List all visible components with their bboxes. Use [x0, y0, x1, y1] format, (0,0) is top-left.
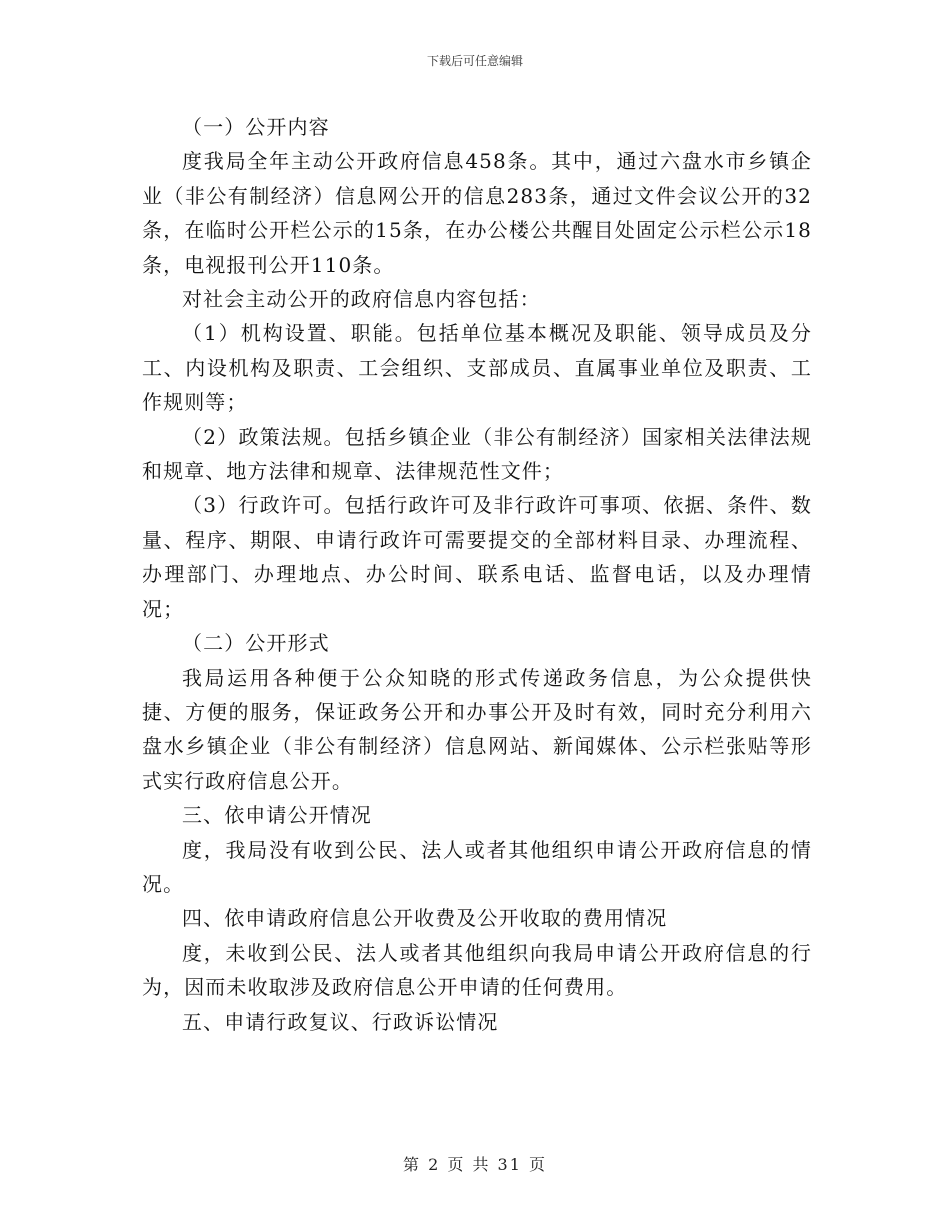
list-item-organization: （1）机构设置、职能。包括单位基本概况及职能、领导成员及分工、内设机构及职责、工会组织、支部成员、直属事业单位及职责、工作规则等； — [142, 321, 812, 415]
section-heading-fees: 四、依申请政府信息公开收费及公开收取的费用情况 — [182, 906, 668, 931]
section-heading-public-content: （一）公开内容 — [182, 115, 330, 139]
page-header: 下载后可任意编辑 — [426, 54, 523, 68]
paragraph-content-intro: 对社会主动公开的政府信息内容包括： — [182, 287, 541, 312]
paragraph-fees: 度，未收到公民、法人或者其他组织向我局申请公开政府信息的行为，因而未收取涉及政府信息公开申请的任何费用。 — [142, 940, 812, 1000]
list-item-policy: （2）政策法规。包括乡镇企业（非公有制经济）国家相关法律法规和规章、地方法律和规章、法律规范性文件； — [142, 424, 812, 484]
paragraph-requests: 度，我局没有收到公民、法人或者其他组织申请公开政府信息的情况。 — [142, 837, 812, 896]
page-number: 第 2 页 共 31 页 — [403, 1155, 547, 1174]
section-heading-review: 五、申请行政复议、行政诉讼情况 — [182, 1009, 499, 1034]
section-heading-requests: 三、依申请公开情况 — [182, 803, 372, 828]
document-body — [142, 110, 812, 1039]
list-item-licensing: （3）行政许可。包括行政许可及非行政许可事项、依据、条件、数量、程序、期限、申请行政许可需要提交的全部材料目录、办理流程、办理部门、办理地点、办公时间、联系电话、监督电话，以及办理情况； — [142, 493, 812, 621]
paragraph-public-form: 我局运用各种便于公众知晓的形式传递政务信息，为公众提供快捷、方便的服务，保证政务公开和办事公开及时有效，同时充分利用六盘水乡镇企业（非公有制经济）信息网站、新闻媒体、公示栏张贴等形式实行政府信息公开。 — [142, 665, 812, 793]
paragraph-annual-statistics: 度我局全年主动公开政府信息458条。其中，通过六盘水市乡镇企业（非公有制经济）信息网公开的信息283条，通过文件会议公开的32条，在临时公开栏公示的15条，在办公楼公共醒目处固定公示栏公示18条，电视报刊公开110条。 — [142, 149, 812, 277]
section-heading-public-form: （二）公开形式 — [182, 631, 330, 656]
